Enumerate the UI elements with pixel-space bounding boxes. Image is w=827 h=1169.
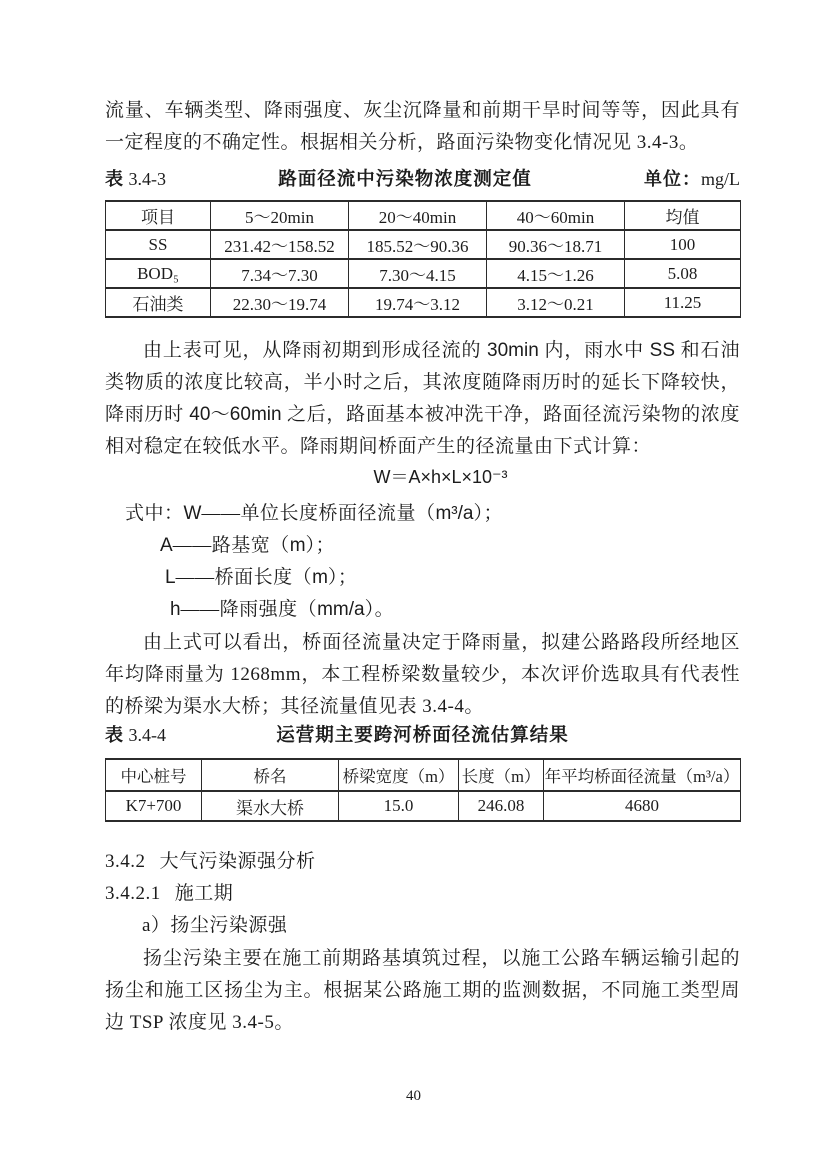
table1-unit: 单位：mg/L — [643, 169, 740, 189]
table-header-row — [106, 201, 741, 230]
column-header: 年平均桥面径流量（m³/a） — [544, 759, 741, 791]
table-cell: 100 — [625, 230, 741, 259]
table-cell: 11.25 — [625, 288, 741, 317]
table-cell: 231.42～158.52 — [211, 230, 349, 259]
table-row — [106, 288, 741, 317]
column-header: 项目 — [106, 201, 211, 230]
formula-definitions — [105, 498, 740, 626]
runoff-formula: W＝A×h×L×10⁻³ — [373, 467, 508, 487]
paragraph-dust-pollution: 扬尘污染主要在施工前期路基填筑过程，以施工公路车辆运输引起的扬尘和施工区扬尘为主。根据某公路施工期的监测数据，不同施工类型周边 TSP 浓度见 3.4-5。 — [105, 948, 740, 1033]
table-cell: 185.52～90.36 — [349, 230, 487, 259]
column-header: 20～40min — [349, 201, 487, 230]
table-cell: 4.15～1.26 — [487, 259, 625, 288]
table-cell: 5.08 — [625, 259, 741, 288]
section-heading-3-4-2: 3.4.2 大气污染源强分析 — [105, 851, 316, 872]
page-number: 40 — [406, 1088, 421, 1104]
table-cell: 15.0 — [339, 791, 459, 821]
column-header: 长度（m） — [459, 759, 544, 791]
table2-title: 运营期主要跨河桥面径流估算结果 — [276, 724, 569, 745]
pollutant-concentration-table — [105, 200, 741, 318]
table-cell: 7.34～7.30 — [211, 259, 349, 288]
table1-title: 路面径流中污染物浓度测定值 — [278, 168, 532, 189]
table-cell: 石油类 — [106, 288, 211, 317]
table-header-row — [106, 759, 741, 791]
table-row — [106, 230, 741, 259]
table-cell: K7+700 — [106, 791, 202, 821]
table-cell: 渠水大桥 — [202, 791, 339, 821]
bridge-runoff-table — [105, 758, 741, 822]
column-header: 均值 — [625, 201, 741, 230]
paragraph-bridge-selection: 由上式可以看出，桥面径流量决定于降雨量，拟建公路路段所经地区年均降雨量为 1268mm，本工程桥梁数量较少，本次评价选取具有代表性的桥梁为渠水大桥；其径流量值见表 3.4-4。 — [105, 632, 740, 717]
table2-caption-label: 表 3.4-4 — [105, 725, 166, 745]
table-cell: BOD₅ — [106, 259, 211, 288]
table-cell: 90.36～18.71 — [487, 230, 625, 259]
section-heading-3-4-2-1: 3.4.2.1 施工期 — [105, 883, 234, 904]
table1-caption — [105, 167, 740, 191]
table-cell: 22.30～19.74 — [211, 288, 349, 317]
column-header: 40～60min — [487, 201, 625, 230]
table1-caption-label: 表 3.4-3 — [105, 169, 166, 189]
table-row — [106, 791, 741, 821]
definition-A: A——路基宽（m）； — [160, 535, 336, 556]
table-cell: 3.12～0.21 — [487, 288, 625, 317]
definition-W: 式中：W——单位长度桥面径流量（m³/a）； — [125, 503, 503, 524]
table-cell: 7.30～4.15 — [349, 259, 487, 288]
column-header: 5～20min — [211, 201, 349, 230]
table-cell: SS — [106, 230, 211, 259]
column-header: 桥名 — [202, 759, 339, 791]
definition-L: L——桥面长度（m）； — [165, 567, 358, 588]
column-header: 桥梁宽度（m） — [339, 759, 459, 791]
table-cell: 19.74～3.12 — [349, 288, 487, 317]
table-row — [106, 259, 741, 288]
list-item-a: a）扬尘污染源强 — [142, 915, 288, 936]
column-header: 中心桩号 — [106, 759, 202, 791]
table-cell: 4680 — [544, 791, 741, 821]
table-cell: 246.08 — [459, 791, 544, 821]
paragraph-runoff-uncertainty: 流量、车辆类型、降雨强度、灰尘沉降量和前期干旱时间等等，因此具有一定程度的不确定性。根据相关分析，路面污染物变化情况见 3.4-3。 — [105, 100, 740, 153]
paragraph-runoff-analysis: 由上表可见，从降雨初期到形成径流的 30min 内，雨水中 SS 和石油类物质的浓度比较高，半小时之后，其浓度随降雨历时的延长下降较快，降雨历时 40～60min 之后，路面基本被冲洗干净，路面径流污染物的浓度相对稳定在较低水平。降雨期间桥面产生的径流量由下式计算： — [105, 340, 740, 457]
page-content — [105, 0, 740, 1039]
table2-caption — [105, 723, 740, 747]
definition-h: h——降雨强度（mm/a）。 — [170, 599, 395, 620]
